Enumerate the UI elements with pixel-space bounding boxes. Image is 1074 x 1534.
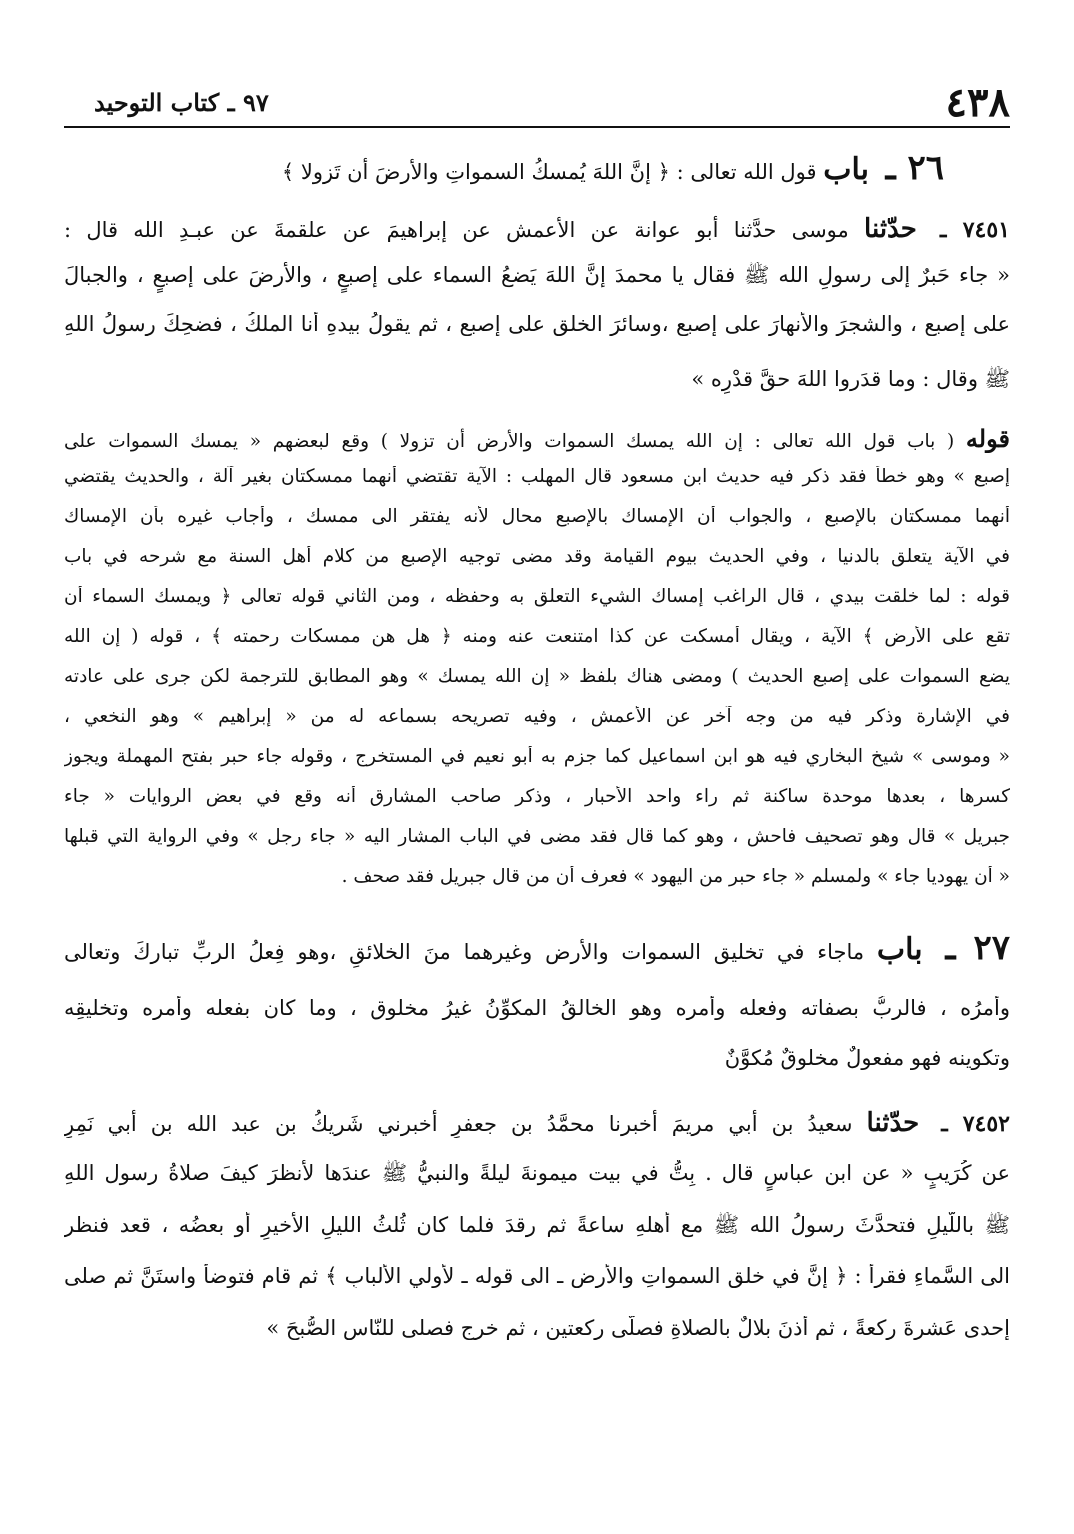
haddathana-label: حدّثنا <box>864 214 917 244</box>
hadith-7452-line-5: إحدى عَشرةَ ركعةً ، ثم أذنَ بلالٌ بالصلاةِ فصلَّى ركعتين ، ثم خرج فصلى للنّاس الصُّبحَ » <box>266 1316 1010 1340</box>
commentary-line-12: « أن يهوديا جاء » ولمسلم « جاء حبر من اليهود » فعرف أن من قال جبريل فقد صحف . <box>341 866 1010 887</box>
commentary-line-7: يضع السموات على إصبع الحديث ) ومضى هناك بلفظ « إن الله يمسك » وهو المطابق للترجمة لكن جرى على عادته <box>64 666 1010 687</box>
header-divider <box>64 126 1010 128</box>
bab-label: باب <box>823 152 869 187</box>
bab-label: باب <box>876 932 923 967</box>
hadith-number: ٧٤٥١ ـ <box>940 217 1010 243</box>
hadith-7452-line-4: الى السَّماءِ فقرأ : ﴿ إنَّ في خلقِ السمواتِ والأرضِ ـ الى قوله ـ لأولي الألبابِ ﴾ ثم قام فتوضأَ واستَنَّ ثم صلى <box>64 1264 1010 1288</box>
commentary-line-2: إصبع » وهو خطأ فقد ذكر فيه حديث ابن مسعود قال المهلب : الآية تقتضي أنهما ممسكتان بغير آلة ، والحديث يقتضي <box>64 466 1010 487</box>
page-header <box>64 80 1010 126</box>
chapter-26-heading <box>64 148 944 188</box>
chapter-27-line-3: وتكوينه فهو مفعولٌ مخلوقٌ مُكوَّنٌ <box>724 1046 1010 1070</box>
commentary-text: ( باب قول الله تعالى : إن الله يمسك السموات والأرض أن تزولا ) وقع لبعضهم « يمسك السموات على <box>64 431 955 452</box>
running-title: ٩٧ ـ كتاب التوحيد <box>94 88 269 117</box>
hadith-7451-line-1 <box>64 214 1010 244</box>
hadith-7451-line-2: « جاء حَبرٌ إلى رسولِ الله ﷺ فقال يا محمدَ إنَّ اللهَ يَضعُ السماء على إصبعٍ ، والأرضَ على إصبعٍ ، والجبالَ <box>64 263 1010 287</box>
chapter-27-heading <box>64 928 1010 968</box>
commentary-line-10: كسرها ، بعدها موحدة ساكنة ثم راء واحد الأحبار ، وذكر صاحب المشارق أنه وقع في بعض الروايات « جاء <box>64 786 1010 807</box>
commentary-line-9: « وموسى » شيخ البخاري فيه هو ابن اسماعيل كما جزم به أبو نعيم في المستخرج ، وقوله جاء حبر بفتح المهملة ويجوز <box>64 746 1010 767</box>
qawluhu-label: قوله <box>965 424 1010 453</box>
hadith-7451-line-4: ﷺ وقال : وما قدَروا اللهَ حقَّ قدْرِه » <box>691 367 1010 391</box>
commentary-line-11: جبريل » قال وهو تصحيف فاحش ، وهو كما قال فقد مضى في الباب المشار اليه « جاء رجل » وفي الرواية التي قبلها <box>64 826 1010 847</box>
hadith-7452-line-2: عن كُرَيبٍ « عن ابن عباسٍ قال . بِتُّ في بيت ميمونةَ ليلةً والنبيُّ ﷺ عندَها لأنظرَ كيفَ صلاةُ رسول اللهِ <box>64 1161 1010 1185</box>
chapter-number: ٢٦ ـ <box>885 148 944 188</box>
hadith-7452-line-1 <box>64 1108 1010 1138</box>
commentary-line-5: قوله : لما خلقت بيدي ، قال الراغب إمساك الشيء التعلق به وحفظه ، ومن الثاني قوله تعالى ﴿ ويمسك السماء أن <box>64 586 1010 607</box>
commentary-line-1 <box>64 424 1010 453</box>
hadith-7451-line-3: على إصبعٍ ، والشجرَ والأنهارَ على إصبعٍ ،وسائرَ الخلقِ على إصبعٍ ، ثم يقولُ بيدهِ أنا الملكُ ، فضحِكَ رسولُ اللهِ <box>64 312 1010 336</box>
hadith-text: موسى حدَّثنا أبو عوانة عن الأعمش عن إبراهيمَ عن علقمةَ عن عبـدِ الله قال : <box>64 218 849 242</box>
commentary-line-8: في الإشارة وذكر فيه من وجه آخر عن الأعمش ، وفيه تصريحه بسماعه له من « إبراهيم » وهو النخعي ، <box>64 706 1010 727</box>
commentary-line-6: تقع على الأرض ﴾ الآية ، ويقال أمسكت عن كذا امتنعت عنه ومنه ﴿ هل هن ممسكات رحمته ﴾ ، قوله ( إن الله <box>64 626 1010 647</box>
commentary-line-4: في الآية يتعلق بالدنيا ، وفي الحديث بيوم القيامة وقد مضى توجيه الإصبع من كلام أهل السنة مع شرحه في باب <box>64 546 1010 567</box>
chapter-27-line-2: وأمرُه ، فالربُّ بصفاته وفعله وأمره وهو الخالقُ المكوِّنُ غيرُ مخلوقٍ ، وما كان بفعله وأمره وتخليقِه <box>64 996 1010 1020</box>
page-number: ٤٣٨ <box>945 79 1010 126</box>
chapter-title: قول الله تعالى : ﴿ إنَّ اللهَ يُمسكُ السمواتِ والأرضَ أن تَزولا ﴾ <box>281 160 817 184</box>
chapter-number: ٢٧ ـ <box>945 928 1010 968</box>
hadith-number: ٧٤٥٢ ـ <box>941 1111 1010 1137</box>
hadith-text: سعيدُ بن أبي مريمَ أخبرنا محمَّدُ بن جعفرٍ أخبرني شَريكُ بن عبد الله بن أبي نَمِرٍ <box>64 1112 853 1136</box>
commentary-line-3: أنهما ممسكتان بالإصبع ، والجواب أن الإمساك بالإصبع محال لأنه يفتقر الى ممسك ، وأجاب غيره بأن الإمساك <box>64 506 1010 527</box>
chapter-title: ماجاء في تخليق السموات والأرض وغيرهما منَ الخلائقِ ،وهو فِعلُ الربِّ تباركَ وتعالى <box>64 940 865 964</box>
hadith-7452-line-3: ﷺ باللّيلِ فتحدَّثَ رسولُ الله ﷺ مع أهلهِ ساعةً ثم رقدَ فلما كان ثُلثُ الليلِ الأخيرِ أو بعضُه ، قعد فنظر <box>64 1213 1010 1237</box>
haddathana-label: حدّثنا <box>866 1108 920 1138</box>
